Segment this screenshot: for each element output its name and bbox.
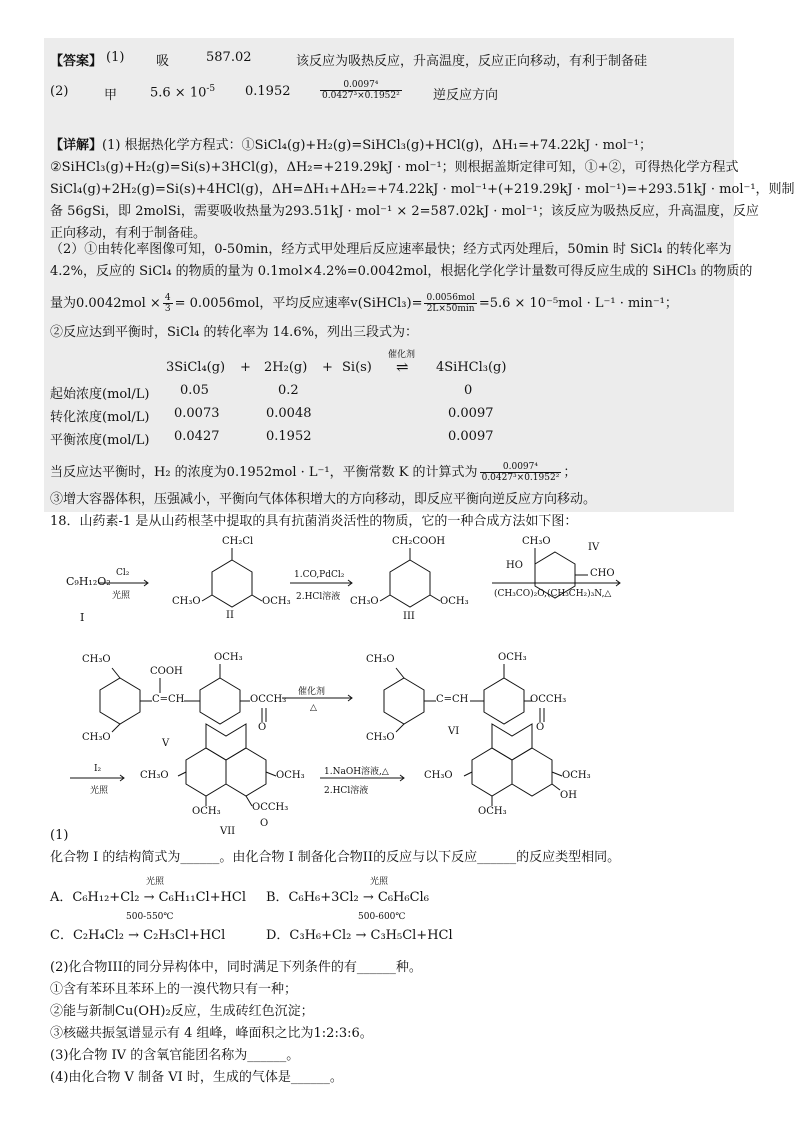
compound-8-ring-b	[512, 748, 552, 796]
equation-plus-2: +	[322, 360, 333, 375]
table-row-eq-label: 平衡浓度(mol/L)	[50, 433, 150, 448]
compound-5-ome-right: OCH₃	[214, 652, 243, 663]
compound-7-ring-a	[186, 748, 226, 796]
answer-part1-b: 587.02	[206, 50, 252, 65]
compound-2-left: CH₃O	[172, 596, 201, 607]
equation-reactant-1: 3SiCl₄(g)	[166, 360, 226, 375]
detail-line-11: ③增大容器体积，压强减小，平衡向气体体积增大的方向移动，即反应平衡向逆反应方向移动。	[50, 492, 597, 507]
compound-3-left: CH₃O	[350, 596, 379, 607]
detail-line-5: 正向移动，有利于制备硅。	[50, 226, 207, 241]
compound-3-right: OCH₃	[440, 596, 469, 607]
table-row-change-c: 0.0097	[448, 406, 494, 421]
table-row-start-b: 0.2	[278, 383, 299, 398]
answer-part1-c: 该反应为吸热反应，升高温度，反应正向移动，有利于制备硅	[296, 54, 648, 69]
compound-6-ring-a	[384, 678, 424, 724]
table-row-start-c: 0	[464, 383, 473, 398]
equation-arrow: ⇌	[396, 358, 409, 376]
arrow-2-bottom: 2.HCl溶液	[296, 592, 341, 602]
equation-product: 4SiHCl₃(g)	[436, 360, 507, 375]
arrow-6-bottom: 2.HCl溶液	[324, 786, 369, 796]
detail-line-6: （2）①由转化率图像可知，0-50min，经方式甲处理后反应速率最快；经方式丙处理后，50min 时 SiCl₄ 的转化率为	[50, 242, 732, 257]
table-row-eq-b: 0.1952	[266, 429, 312, 444]
compound-2-top: CH₂Cl	[222, 536, 254, 547]
arrow-5-top: I₂	[94, 764, 102, 774]
arrow-2-top: 1.CO,PdCl₂	[294, 570, 345, 580]
compound-5-ring-a	[100, 678, 140, 724]
compound-1-formula: C₉H₁₂O₂	[66, 575, 111, 588]
compound-5-ome-bottom: CH₃O	[82, 732, 111, 743]
compound-7-ome-left: CH₃O	[140, 770, 169, 781]
equation-reactant-3: Si(s)	[342, 360, 372, 375]
arrow-4-top: 催化剂	[298, 687, 326, 697]
answer-part1-number: (1)	[106, 50, 125, 65]
compound-6-ome-right: OCH₃	[498, 652, 527, 663]
detail-line-9: ②反应达到平衡时，SiCl₄ 的转化率为 14.6%，列出三段式为：	[50, 325, 418, 340]
question-part-3: (3)化合物 IV 的含氧官能团名称为______。	[50, 1048, 300, 1063]
table-row-change-b: 0.0048	[266, 406, 312, 421]
compound-7-ome-right: OCH₃	[276, 770, 305, 781]
answer-part2-a: 甲	[104, 88, 118, 103]
compound-2-ring	[212, 560, 252, 607]
detail-line-8: 量为0.0042mol × $\frac{4}{3}$ = 0.0056mol，平均反应速率v(SiHCl₃)= $\frac{\text{0.0056mol}}{2L\times 50\min}$ =5.6 × 10⁻⁵mol · L⁻¹ · min⁻¹；	[50, 293, 678, 314]
compound-7-ring-b	[226, 748, 266, 796]
detail-line-2: ②SiHCl₃(g)+H₂(g)=Si(s)+3HCl(g)，ΔH₂=+219.29kJ · mol⁻¹；则根据盖斯定律可知，①+②，可得热化学方程式	[50, 160, 739, 175]
compound-3-ring	[390, 560, 430, 607]
option-c: C．C₂H₄Cl₂ → C₂H₃Cl+HCl	[50, 928, 226, 943]
compound-7-o: O	[260, 818, 269, 829]
question-part-2: (2)化合物III的同分异构体中，同时满足下列条件的有______种。	[50, 960, 422, 975]
compound-3-top: CH₂COOH	[392, 536, 446, 547]
compound-6-label: VI	[448, 726, 460, 737]
question-part-1-text: 化合物 I 的结构简式为______。由化合物 I 制备化合物II的反应与以下反应______的反应类型相同。	[50, 850, 621, 865]
table-row-eq-a: 0.0427	[174, 429, 220, 444]
compound-8-ring-c	[492, 724, 532, 760]
compound-5-label: V	[162, 738, 170, 749]
equation-catalyst: 催化剂	[388, 350, 416, 360]
option-d: D．C₃H₆+Cl₂ → C₃H₅Cl+HCl	[266, 928, 453, 943]
answer-part2-fraction: $\frac{\text{0.0097⁴}}{\text{0.0427³×0.1952²}}$	[322, 80, 400, 101]
compound-8-ome-bottom: OCH₃	[478, 806, 507, 817]
table-row-start-label: 起始浓度(mol/L)	[50, 387, 150, 402]
compound-6-ring-b	[484, 678, 524, 724]
arrow-6-top: 1.NaOH溶液,△	[324, 767, 389, 777]
compound-7-acetate: OCCH₃	[252, 802, 289, 813]
compound-8-ome-right: OCH₃	[562, 770, 591, 781]
equation-reactant-2: 2H₂(g)	[264, 360, 308, 375]
compound-5-cooh: COOH	[150, 666, 183, 677]
equation-plus-1: +	[240, 360, 251, 375]
answer-part1-a: 吸	[156, 54, 170, 69]
table-row-change-label: 转化浓度(mol/L)	[50, 410, 150, 425]
compound-6-ome-top: CH₃O	[366, 654, 395, 665]
table-row-change-a: 0.0073	[174, 406, 220, 421]
compound-6-chain: C=CH	[436, 694, 469, 705]
compound-5-acetate: OCCH₃	[250, 694, 287, 705]
arrow-3-bottom: (CH₃CO)₂O,(CH₃CH₂)₃N,△	[494, 589, 612, 599]
option-b-condition: 光照	[370, 877, 389, 887]
compound-1-label: I	[80, 611, 85, 624]
question-part-1-number: (1)	[50, 828, 69, 843]
compound-7-ring-c	[206, 724, 246, 760]
answer-part2-number: (2)	[50, 84, 69, 99]
arrow-5-bottom: 光照	[90, 786, 109, 796]
answer-part2-d: 逆反应方向	[433, 88, 499, 103]
option-b: B．C₆H₆+3Cl₂ → C₆H₆Cl₆	[266, 890, 429, 905]
option-a-condition: 光照	[146, 877, 165, 887]
compound-4-cho: CHO	[590, 568, 615, 579]
question-part-4: (4)由化合物 V 制备 VI 时，生成的气体是______。	[50, 1070, 343, 1085]
compound-5-ring-b	[200, 678, 240, 724]
arrow-4-bottom: △	[310, 703, 317, 713]
compound-5-o: O	[258, 722, 267, 733]
compound-8-oh: OH	[560, 790, 577, 801]
compound-2-label: II	[226, 610, 234, 621]
compound-5-chain: C=CH	[152, 694, 185, 705]
compound-6-o: O	[536, 722, 545, 733]
detail-line-1: 【详解】(1) 根据热化学方程式：①SiCl₄(g)+H₂(g)=SiHCl₃(g)+HCl(g)，ΔH₁=+74.22kJ · mol⁻¹；	[50, 138, 652, 153]
compound-7-ome-bottom: OCH₃	[192, 806, 221, 817]
detail-line-7: 4.2%，反应的 SiCl₄ 的物质的量为 0.1mol×4.2%=0.0042mol，根据化学化学计量数可得反应生成的 SiHCl₃ 的物质的	[50, 264, 753, 279]
detail-line-4: 备 56gSi，即 2molSi，需要吸收热量为293.51kJ · mol⁻¹ × 2=587.02kJ · mol⁻¹；该反应为吸热反应，升高温度，反应	[50, 204, 759, 219]
compound-5-ome-top: CH₃O	[82, 654, 111, 665]
arrow-1-bottom: 光照	[112, 591, 131, 601]
option-c-condition: 500-550℃	[126, 912, 174, 922]
compound-7-label: VII	[220, 826, 236, 837]
answer-label: 【答案】	[50, 54, 103, 69]
compound-8-ring-a	[472, 748, 512, 796]
answer-part2-c: 0.1952	[245, 84, 291, 99]
condition-3: ③核磁共振氢谱显示有 4 组峰，峰面积之比为1:2:3:6。	[50, 1026, 373, 1041]
compound-4-label: IV	[588, 542, 600, 553]
condition-1: ①含有苯环且苯环上的一溴代物只有一种；	[50, 982, 298, 997]
compound-6-ome-bottom: CH₃O	[366, 732, 395, 743]
option-d-condition: 500-600℃	[358, 912, 406, 922]
compound-4-top: CH₃O	[522, 536, 551, 547]
compound-8-ome-left: CH₃O	[424, 770, 453, 781]
table-row-eq-c: 0.0097	[448, 429, 494, 444]
compound-3-label: III	[403, 611, 415, 622]
compound-2-right: OCH₃	[262, 596, 291, 607]
compound-6-acetate: OCCH₃	[530, 694, 567, 705]
option-a: A．C₆H₁₂+Cl₂ → C₆H₁₁Cl+HCl	[50, 890, 247, 905]
arrow-1-top: Cl₂	[116, 568, 130, 578]
question-18-intro: 18．山药素-1 是从山药根茎中提取的具有抗菌消炎活性的物质，它的一种合成方法如下图：	[50, 514, 578, 529]
detail-line-3: SiCl₄(g)+2H₂(g)=Si(s)+4HCl(g)，ΔH=ΔH₁+ΔH₂=+74.22kJ · mol⁻¹+(+219.29kJ · mol⁻¹)=+293.51kJ · mol⁻¹，则制	[50, 182, 795, 197]
table-row-start-a: 0.05	[180, 383, 209, 398]
detail-line-10: 当反应达平衡时，H₂ 的浓度为0.1952mol · L⁻¹，平衡常数 K 的计算式为 $\frac{\text{0.0097⁴}}{\text{0.0427³×0.1952²}}$ ；	[50, 462, 577, 483]
condition-2: ②能与新制Cu(OH)₂反应，生成砖红色沉淀；	[50, 1004, 314, 1019]
answer-part2-b: $5.6 \times 10^{-5}$	[150, 84, 216, 101]
compound-4-ho: HO	[506, 560, 523, 571]
